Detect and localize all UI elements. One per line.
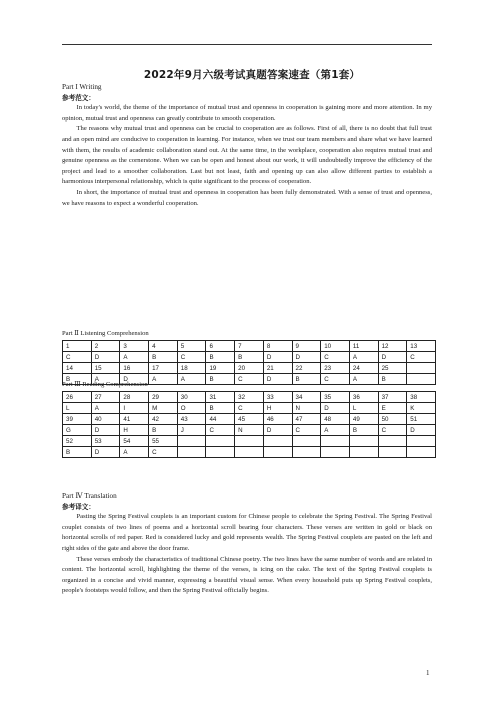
table-cell: 29 [149, 392, 178, 403]
table-cell: 11 [349, 341, 378, 352]
writing-paragraph-3: In short, the importance of mutual trust and openness in cooperation has been fully demonstrated. With a sense of trust and openness, we have reasons to expect a wonderful cooperation. [62, 188, 432, 207]
table-cell [177, 436, 206, 447]
table-cell: 9 [292, 341, 321, 352]
table-cell: B [235, 352, 264, 363]
table-cell: A [120, 352, 149, 363]
table-cell: 8 [263, 341, 292, 352]
table-cell: 10 [321, 341, 350, 352]
table-cell: C [206, 425, 235, 436]
table-cell: C [177, 352, 206, 363]
table-cell: H [263, 403, 292, 414]
table-row [63, 341, 436, 352]
table-cell: C [292, 425, 321, 436]
table-cell: B [292, 374, 321, 385]
table-cell: 17 [149, 363, 178, 374]
table-cell: A [149, 374, 178, 385]
table-cell: 19 [206, 363, 235, 374]
table-cell: 33 [263, 392, 292, 403]
table-cell: 7 [235, 341, 264, 352]
table-row [63, 436, 436, 447]
table-row [63, 403, 436, 414]
table-cell: 3 [120, 341, 149, 352]
translation-sample-label: 参考译文： [62, 502, 95, 511]
table-cell: C [321, 374, 350, 385]
table-cell: 37 [378, 392, 407, 403]
table-cell: A [120, 447, 149, 458]
writing-paragraph-2: The reasons why mutual trust and openness can be crucial to cooperation are as follows. First of all, there is no doubt that full trust and an open mind are conducive to cooperation in learning. For instance, when we trust our team members and share what we have learned with them, the results of academic collaboration stand out. At the same time, in the workplace, cooperation also requires mutual trust and genuine openness as the cornerstone. When we can be open and honest about our work, it will undoubtedly improve the efficiency of the project and lead to a smoother collaboration. Last but not least, faith and opening up can also allow different parties to establish a harmonious interpersonal relationship, which is quite significant to the process of cooperation. [62, 125, 432, 186]
table-cell: 34 [292, 392, 321, 403]
table-cell: K [407, 403, 436, 414]
table-cell: C [63, 352, 92, 363]
table-cell: D [91, 425, 120, 436]
table-cell: 50 [378, 414, 407, 425]
table-cell: N [292, 403, 321, 414]
table-cell: 55 [149, 436, 178, 447]
table-cell: C [235, 403, 264, 414]
table-row [63, 392, 436, 403]
reading-answer-table [62, 391, 436, 458]
table-cell: 38 [407, 392, 436, 403]
table-cell: A [349, 352, 378, 363]
table-cell: 6 [206, 341, 235, 352]
table-cell: C [149, 447, 178, 458]
table-cell: N [235, 425, 264, 436]
table-cell: A [177, 374, 206, 385]
table-cell: A [91, 403, 120, 414]
table-cell [321, 436, 350, 447]
table-cell: 31 [206, 392, 235, 403]
table-cell: 48 [321, 414, 350, 425]
table-cell: D [407, 425, 436, 436]
table-cell: 14 [63, 363, 92, 374]
table-cell: C [321, 352, 350, 363]
table-cell: 13 [407, 341, 436, 352]
table-cell: B [63, 374, 92, 385]
table-cell: 5 [177, 341, 206, 352]
table-cell: 2 [91, 341, 120, 352]
translation-heading: Part Ⅳ Translation [62, 492, 117, 500]
table-cell: 1 [63, 341, 92, 352]
table-cell: D [263, 374, 292, 385]
table-cell: B [206, 403, 235, 414]
listening-answer-table [62, 340, 436, 385]
table-cell [378, 447, 407, 458]
table-cell [292, 447, 321, 458]
table-cell: 54 [120, 436, 149, 447]
table-cell: D [120, 374, 149, 385]
table-cell: 35 [321, 392, 350, 403]
table-cell: 28 [120, 392, 149, 403]
table-cell: 25 [378, 363, 407, 374]
table-cell: D [263, 425, 292, 436]
writing-section [62, 82, 432, 209]
listening-heading: Part Ⅱ Listening Comprehension [62, 330, 149, 337]
table-cell: C [407, 352, 436, 363]
table-cell: 23 [321, 363, 350, 374]
table-cell: A [349, 374, 378, 385]
table-cell: B [206, 352, 235, 363]
table-cell [407, 436, 436, 447]
page-number: 1 [426, 669, 430, 677]
table-cell: 51 [407, 414, 436, 425]
table-cell: D [378, 352, 407, 363]
table-cell: D [321, 403, 350, 414]
table-row [63, 447, 436, 458]
table-cell: A [91, 374, 120, 385]
table-cell [407, 447, 436, 458]
table-cell [177, 447, 206, 458]
table-cell: B [63, 447, 92, 458]
table-cell [263, 447, 292, 458]
table-cell: D [91, 447, 120, 458]
translation-section [62, 491, 432, 597]
writing-heading: Part I Writing [62, 83, 102, 91]
table-cell [407, 363, 436, 374]
table-cell: 24 [349, 363, 378, 374]
table-cell [349, 447, 378, 458]
table-cell: 49 [349, 414, 378, 425]
table-cell: O [177, 403, 206, 414]
table-cell: 43 [177, 414, 206, 425]
table-cell: A [321, 425, 350, 436]
table-cell: 30 [177, 392, 206, 403]
table-cell: 47 [292, 414, 321, 425]
table-cell: 22 [292, 363, 321, 374]
table-cell: E [378, 403, 407, 414]
table-cell: B [149, 352, 178, 363]
table-cell: C [378, 425, 407, 436]
table-cell [235, 436, 264, 447]
table-cell: 21 [263, 363, 292, 374]
table-cell: 12 [378, 341, 407, 352]
table-row [63, 414, 436, 425]
table-cell: 16 [120, 363, 149, 374]
table-cell: 52 [63, 436, 92, 447]
table-cell: D [91, 352, 120, 363]
table-cell: 36 [349, 392, 378, 403]
translation-paragraph-2: These verses embody the characteristics of traditional Chinese poetry. The two lines have the same number of words and are related in content. The horizontal scroll, highlighting the theme of the verses, is icing on the cake. The text of the Spring Festival couplets is organized in a concise and vivid manner, expressing a beautiful visual sense. When every household puts up Spring Festival couplets, people's footsteps would follow, and then the Spring Festival officially begins. [62, 555, 432, 595]
table-cell: B [378, 374, 407, 385]
table-cell: J [177, 425, 206, 436]
table-cell: 32 [235, 392, 264, 403]
table-cell: H [120, 425, 149, 436]
table-cell: 42 [149, 414, 178, 425]
table-cell: L [349, 403, 378, 414]
table-cell [378, 436, 407, 447]
table-cell: 44 [206, 414, 235, 425]
table-cell: I [120, 403, 149, 414]
table-cell: L [63, 403, 92, 414]
table-cell [206, 436, 235, 447]
table-cell: C [235, 374, 264, 385]
table-cell: 46 [263, 414, 292, 425]
table-cell: 15 [91, 363, 120, 374]
table-cell: D [292, 352, 321, 363]
writing-sample-label: 参考范文： [62, 93, 95, 102]
table-cell [206, 447, 235, 458]
table-cell: 39 [63, 414, 92, 425]
table-cell [235, 447, 264, 458]
table-cell: B [349, 425, 378, 436]
table-cell [263, 436, 292, 447]
table-cell: 27 [91, 392, 120, 403]
table-row [63, 425, 436, 436]
table-cell: B [206, 374, 235, 385]
table-cell: B [149, 425, 178, 436]
writing-paragraph-1: In today's world, the theme of the importance of mutual trust and openness in cooperation is gaining more and more attention. In my opinion, mutual trust and openness can greatly contribute to smooth cooperation. [62, 104, 432, 122]
header-rule [62, 44, 432, 45]
table-cell: 53 [91, 436, 120, 447]
table-row [63, 363, 436, 374]
table-cell: D [263, 352, 292, 363]
table-cell [349, 436, 378, 447]
table-cell: 18 [177, 363, 206, 374]
table-cell: M [149, 403, 178, 414]
table-cell: 4 [149, 341, 178, 352]
translation-paragraph-1: Pasting the Spring Festival couplets is an important custom for Chinese people to celebrate the Spring Festival. The Spring Festival couplet consists of two lines of poems and a horizontal scroll bearing four characters. These verses are written in gold or black on horizontal scrolls of red paper. Red is considered lucky and gold represents wealth. The Spring Festival couplets are pasted on the left and right sides of the gate and above the door frame. [62, 513, 432, 552]
table-cell: 45 [235, 414, 264, 425]
table-cell [321, 447, 350, 458]
table-cell [292, 436, 321, 447]
table-cell: 26 [63, 392, 92, 403]
table-cell: 41 [120, 414, 149, 425]
table-cell: 40 [91, 414, 120, 425]
reading-heading: Part Ⅲ Reading Comprehension [62, 381, 148, 388]
table-cell: 20 [235, 363, 264, 374]
page-title: 2022年9月六级考试真题答案速查（第1套） [143, 69, 361, 81]
table-row [63, 352, 436, 363]
table-cell: G [63, 425, 92, 436]
